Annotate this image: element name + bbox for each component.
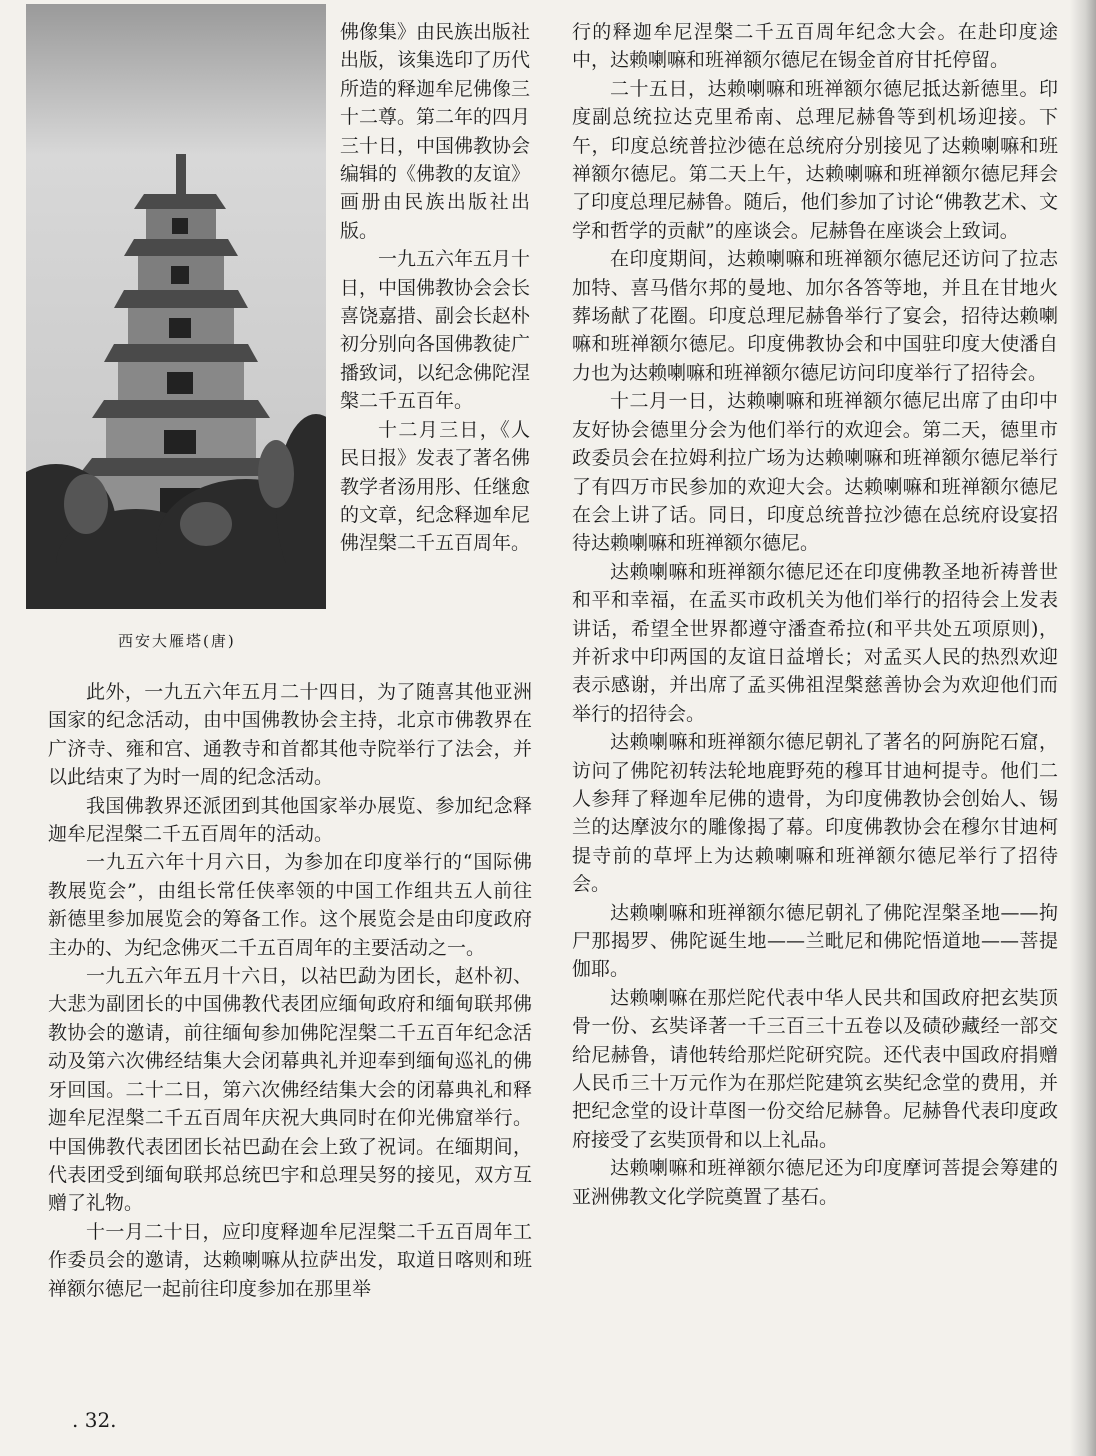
paragraph: 达赖喇嘛和班禅额尔德尼朝礼了著名的阿旃陀石窟，访问了佛陀初转法轮地鹿野苑的穆耳甘迪柯提寺。他们二人参拜了释迦牟尼佛的遗骨，为印度佛教协会创始人、锡兰的达摩波尔的雕像揭了幕。印度佛教协会在穆尔甘迪柯提寺前的草坪上为达赖喇嘛和班禅额尔德尼举行了招待会。 bbox=[572, 731, 1058, 896]
paragraph: 此外，一九五六年五月二十四日，为了随喜其他亚洲国家的纪念活动，由中国佛教协会主持，北京市佛教界在广济寺、雍和宫、通教寺和首都其他寺院举行了法会，并以此结束了为时一周的纪念活动。 bbox=[48, 681, 532, 789]
page-number: . 32. bbox=[72, 1408, 117, 1432]
paragraph: 达赖喇嘛和班禅额尔德尼朝礼了佛陀涅槃圣地——拘尸那揭罗、佛陀诞生地——兰毗尼和佛陀悟道地——菩提伽耶。 bbox=[572, 901, 1058, 981]
paragraph: 一九五六年五月十日，中国佛教协会会长喜饶嘉措、副会长赵朴初分别向各国佛教徒广播致词，以纪念佛陀涅槃二千五百年。 bbox=[340, 248, 531, 413]
paragraph: 行的释迦牟尼涅槃二千五百周年纪念大会。在赴印度途中，达赖喇嘛和班禅额尔德尼在锡金首府甘托停留。 bbox=[572, 21, 1058, 72]
paragraph: 佛像集》由民族出版社出版，该集选印了历代所造的释迦牟尼佛像三十二尊。第二年的四月三十日，中国佛教协会编辑的《佛教的友谊》画册由民族出版社出版。 bbox=[340, 21, 531, 242]
pagoda-icon bbox=[26, 4, 326, 609]
text-column-left bbox=[48, 678, 532, 1303]
paragraph: 二十五日，达赖喇嘛和班禅额尔德尼抵达新德里。印度副总统拉达克里希南、总理尼赫鲁等到机场迎接。下午，印度总统普拉沙德在总统府分别接见了达赖喇嘛和班禅额尔德尼。第二天上午，达赖喇嘛和班禅额尔德尼拜会了印度总理尼赫鲁。随后，他们参加了讨论“佛教艺术、文学和哲学的贡献”的座谈会。尼赫鲁在座谈会上致词。 bbox=[572, 77, 1058, 242]
paragraph: 十二月一日，达赖喇嘛和班禅额尔德尼出席了由印中友好协会德里分会为他们举行的欢迎会。第二天，德里市政委员会在拉姆利拉广场为达赖喇嘛和班禅额尔德尼举行了有四万市民参加的欢迎大会。达赖喇嘛和班禅额尔德尼在会上讲了话。同日，印度总统普拉沙德在总统府设宴招待达赖喇嘛和班禅额尔德尼。 bbox=[572, 390, 1058, 555]
paragraph: 达赖喇嘛在那烂陀代表中华人民共和国政府把玄奘顶骨一份、玄奘译著一千三百三十五卷以及碛砂藏经一部交给尼赫鲁，请他转给那烂陀研究院。还代表中国政府捐赠人民币三十万元作为在那烂陀建筑玄奘纪念堂的费用，并把纪念堂的设计草图一份交给尼赫鲁。尼赫鲁代表印度政府接受了玄奘顶骨和以上礼品。 bbox=[572, 986, 1058, 1151]
paragraph: 十二月三日，《人民日报》发表了著名佛教学者汤用彤、任继愈的文章，纪念释迦牟尼佛涅槃二千五百周年。 bbox=[340, 418, 531, 555]
paragraph: 一九五六年五月十六日，以祜巴勐为团长，赵朴初、大悲为副团长的中国佛教代表团应缅甸政府和缅甸联邦佛教协会的邀请，前往缅甸参加佛陀涅槃二千五百年纪念活动及第六次佛经结集大会闭幕典礼并迎奉到缅甸巡礼的佛牙回国。二十二日，第六次佛经结集大会的闭幕典礼和释迦牟尼涅槃二千五百周年庆祝大典同时在仰光佛窟举行。中国佛教代表团团长祜巴勐在会上致了祝词。在缅期间，代表团受到缅甸联邦总统巴宇和总理吴努的接见，双方互赠了礼物。 bbox=[48, 965, 532, 1215]
text-column-right bbox=[572, 18, 1058, 1211]
paragraph: 十一月二十日，应印度释迦牟尼涅槃二千五百周年工作委员会的邀请，达赖喇嘛从拉萨出发，取道日喀则和班禅额尔德尼一起前往印度参加在那里举 bbox=[48, 1220, 532, 1300]
text-column-beside-photo bbox=[340, 18, 530, 558]
photo-caption: 西安大雁塔(唐) bbox=[118, 632, 236, 650]
pagoda-photo bbox=[26, 4, 326, 609]
page-edge-shadow bbox=[1070, 0, 1096, 1456]
paragraph: 我国佛教界还派团到其他国家举办展览、参加纪念释迦牟尼涅槃二千五百周年的活动。 bbox=[48, 794, 532, 846]
paragraph: 达赖喇嘛和班禅额尔德尼还在印度佛教圣地祈祷普世和平和幸福，在孟买市政机关为他们举行的招待会上发表讲话，希望全世界都遵守潘查希拉(和平共处五项原则)，并祈求中印两国的友谊日益增长；对孟买人民的热烈欢迎表示感谢，并出席了孟买佛祖涅槃慈善协会为欢迎他们而举行的招待会。 bbox=[572, 560, 1058, 725]
paragraph: 在印度期间，达赖喇嘛和班禅额尔德尼还访问了拉志加特、喜马偕尔邦的曼地、加尔各答等地，并且在甘地火葬场献了花圈。印度总理尼赫鲁举行了宴会，招待达赖喇嘛和班禅额尔德尼。印度佛教协会和中国驻印度大使潘自力也为达赖喇嘛和班禅额尔德尼访问印度举行了招待会。 bbox=[572, 248, 1058, 384]
paragraph: 一九五六年十月六日，为参加在印度举行的“国际佛教展览会”，由组长常任侠率领的中国工作组共五人前往新德里参加展览会的筹备工作。这个展览会是由印度政府主办的、为纪念佛灭二千五百周年的主要活动之一。 bbox=[48, 851, 532, 959]
paragraph: 达赖喇嘛和班禅额尔德尼还为印度摩诃菩提会筹建的亚洲佛教文化学院奠置了基石。 bbox=[572, 1157, 1058, 1208]
